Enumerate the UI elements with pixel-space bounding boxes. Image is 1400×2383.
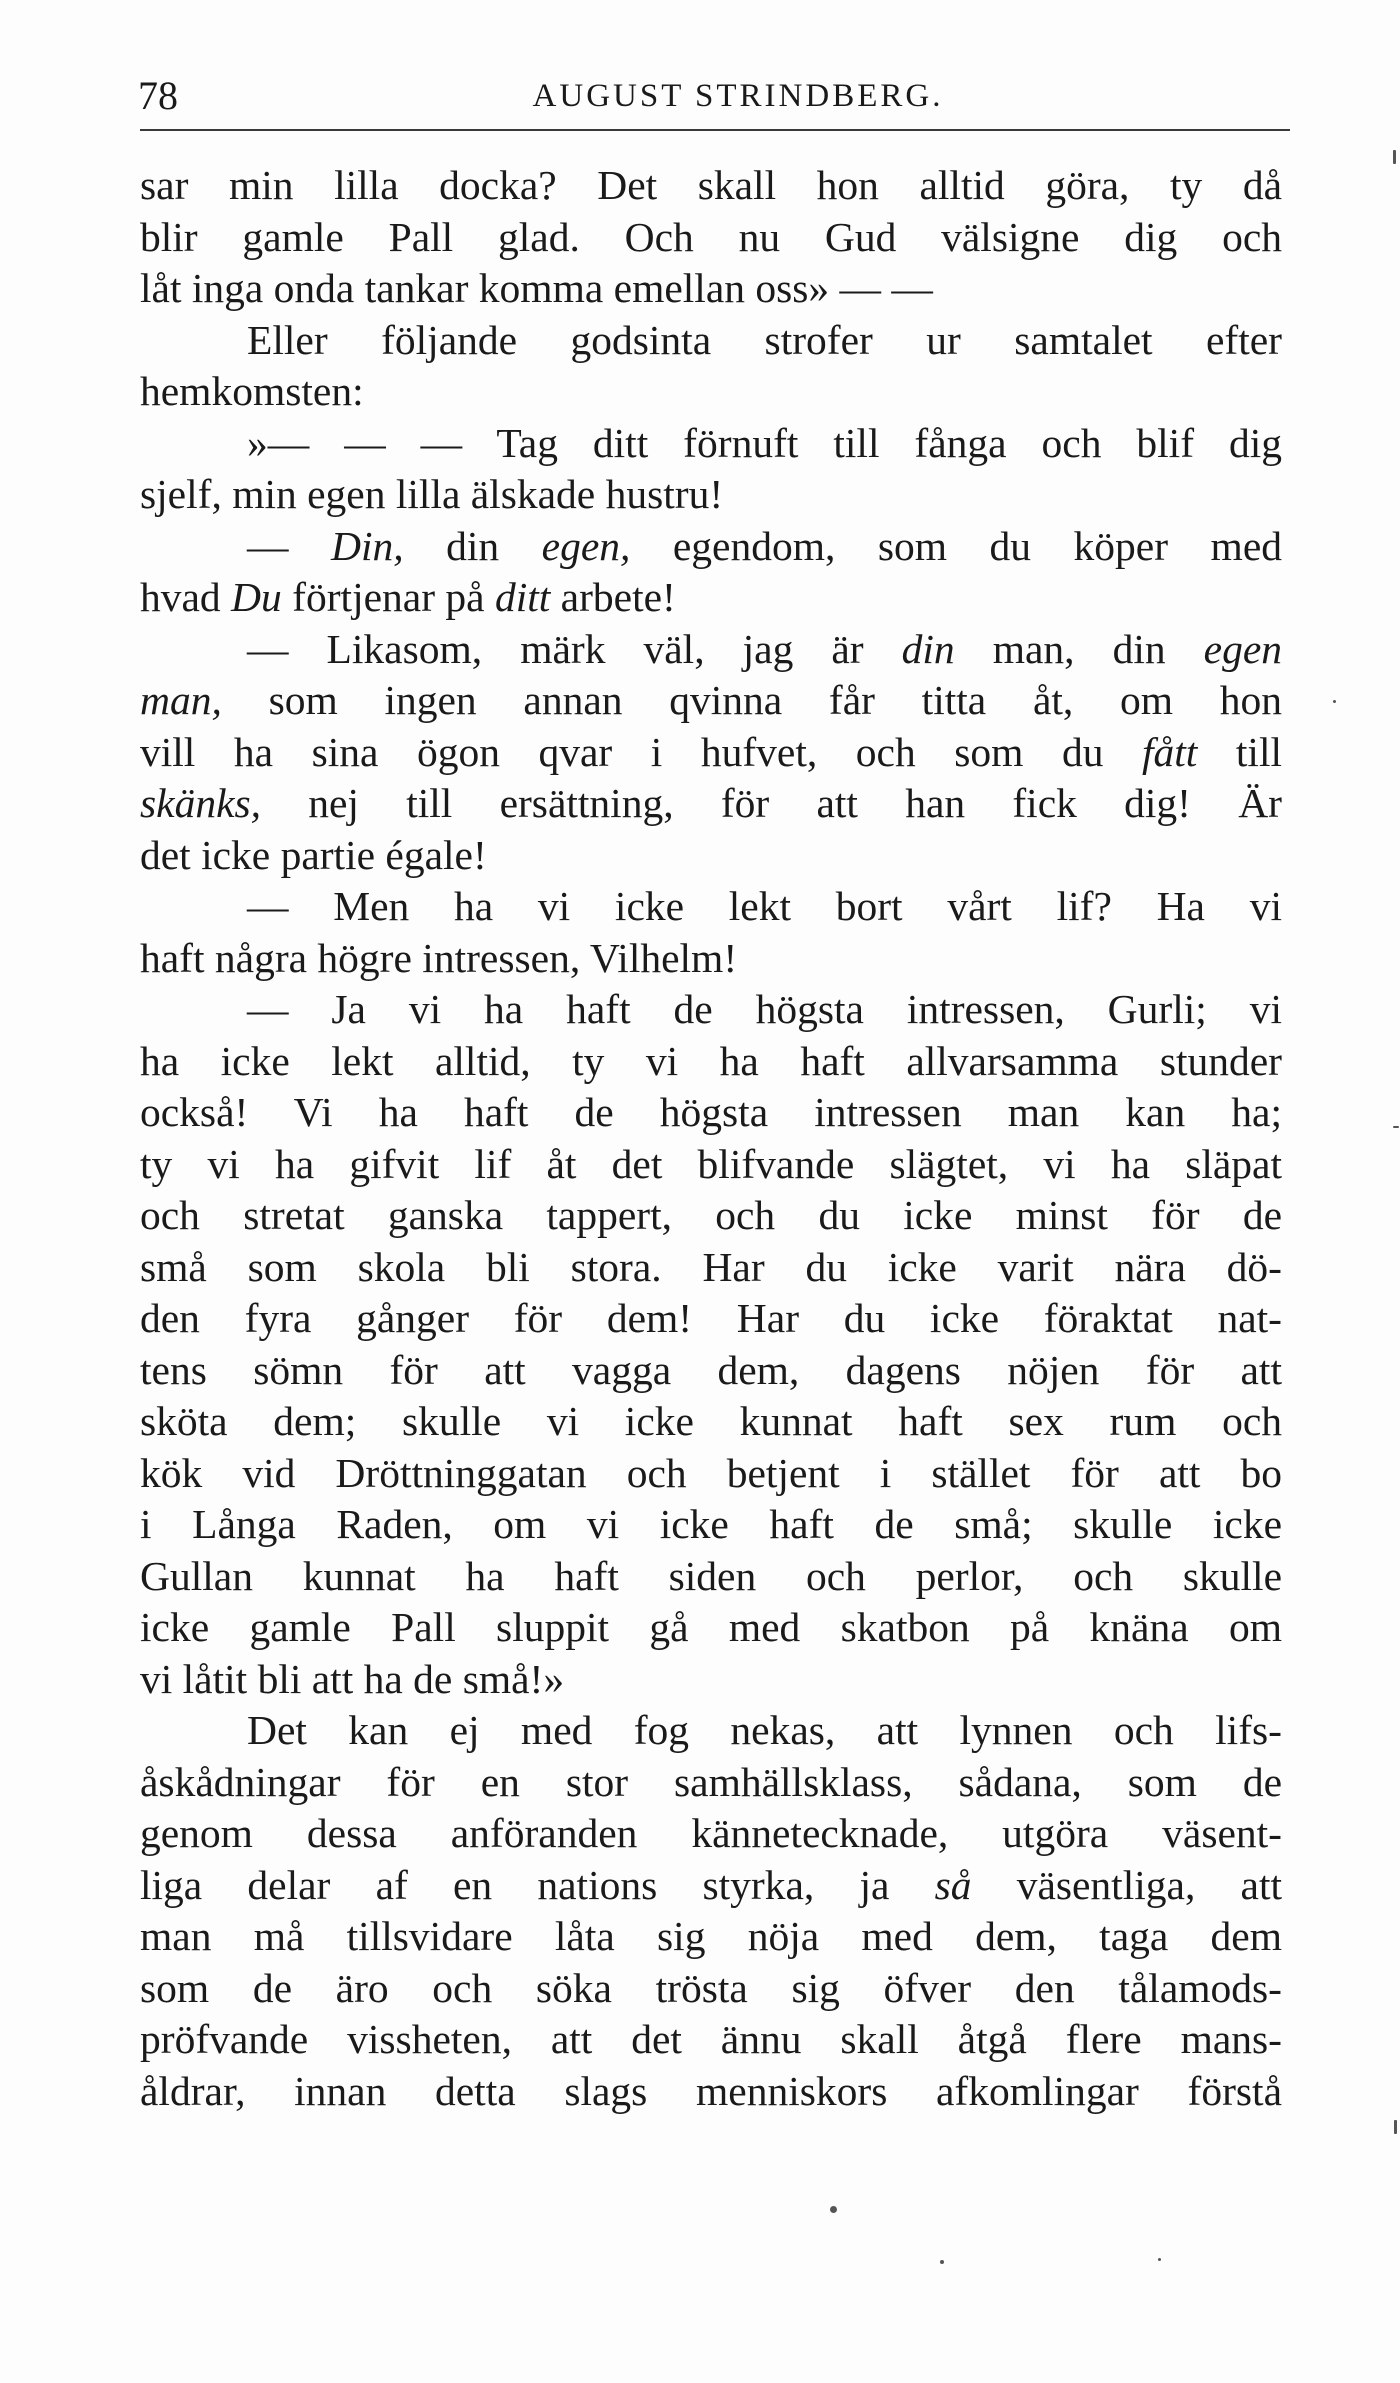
scan-speck <box>1333 700 1336 703</box>
scan-speck <box>1158 2258 1161 2261</box>
text-run: också! Vi ha haft de högsta intressen man kan ha; <box>140 1089 1282 1135</box>
text-line <box>140 2066 1282 2118</box>
text-line <box>140 469 1282 521</box>
text-line <box>140 1293 1282 1345</box>
text-run: »— — — Tag ditt förnuft till fånga och blif dig <box>247 419 1282 466</box>
text-run: vi låtit bli att ha de små!» <box>140 1655 565 1702</box>
text-line <box>140 418 1282 470</box>
text-line <box>140 1190 1282 1242</box>
text-line <box>140 366 1282 418</box>
text-line <box>140 675 1282 727</box>
text-line <box>140 263 1282 315</box>
text-line <box>140 1499 1282 1551</box>
text-run: nej till ersättning, för att han fick dig! Är <box>261 780 1282 826</box>
text-line <box>140 1705 1282 1757</box>
text-run: hvad <box>140 574 232 620</box>
text-line <box>140 1860 1282 1912</box>
italic-text: Din, <box>331 522 404 569</box>
scan-speck <box>1393 1126 1399 1128</box>
text-run: arbete! <box>550 574 676 620</box>
text-run: blir gamle Pall glad. Och nu Gud välsigne dig och <box>140 213 1282 260</box>
text-line <box>140 984 1282 1036</box>
italic-text: ditt <box>494 574 551 620</box>
text-line <box>140 160 1282 212</box>
text-line <box>140 1396 1282 1448</box>
italic-text: fått <box>1142 728 1198 775</box>
text-run: Eller följande godsinta strofer ur samtalet efter <box>247 316 1282 363</box>
text-run: hemkomsten: <box>140 368 364 414</box>
text-line <box>140 2014 1282 2066</box>
text-run: ty vi ha gifvit lif åt det blifvande slägtet, vi ha släpat <box>140 1140 1282 1187</box>
text-run: man må tillsvidare låta sig nöja med dem, taga dem <box>140 1913 1282 1959</box>
text-line <box>140 1963 1282 2015</box>
text-run: den fyra gånger för dem! Har du icke föraktat nat- <box>140 1295 1282 1341</box>
running-title: AUGUST STRINDBERG. <box>532 78 944 114</box>
text-run: kök vid Dröttninggatan och betjent i stället för att bo <box>140 1449 1282 1496</box>
text-run: genom dessa anföranden kännetecknade, utgöra väsent- <box>140 1810 1282 1856</box>
text-run: — <box>247 522 331 569</box>
scan-speck <box>1393 150 1396 164</box>
text-run: väsentliga, att <box>971 1861 1282 1908</box>
scan-speck <box>1394 2120 1397 2134</box>
body-text <box>140 160 1282 2117</box>
text-run: sköta dem; skulle vi icke kunnat haft sex rum och <box>140 1398 1282 1444</box>
text-run: åskådningar för en stor samhällsklass, sådana, som de <box>140 1758 1282 1805</box>
text-run: tens sömn för att vagga dem, dagens nöjen för att <box>140 1346 1282 1393</box>
text-line <box>140 1602 1282 1654</box>
text-line <box>140 212 1282 264</box>
italic-text: din <box>901 625 955 672</box>
text-run: förtjenar på <box>281 574 495 620</box>
text-run: vill ha sina ögon qvar i hufvet, och som du <box>140 728 1142 775</box>
scan-speck <box>830 2206 837 2213</box>
text-line <box>140 1911 1282 1963</box>
text-line <box>140 1087 1282 1139</box>
header-rule <box>140 129 1290 131</box>
italic-text: så <box>934 1861 972 1908</box>
italic-text: man, <box>140 677 222 723</box>
text-run: och stretat ganska tappert, och du icke minst för de <box>140 1192 1282 1238</box>
text-line <box>140 1551 1282 1603</box>
text-run: din <box>403 522 542 569</box>
italic-text: egen, <box>541 522 631 569</box>
page-header <box>138 66 1288 126</box>
text-run: som ingen annan qvinna får titta åt, om hon <box>221 677 1282 723</box>
text-line <box>140 1036 1282 1088</box>
text-run: sjelf, min egen lilla älskade hustru! <box>140 471 724 517</box>
text-line <box>140 624 1282 676</box>
text-line <box>140 1242 1282 1294</box>
text-run: — Men ha vi icke lekt bort vårt lif? Ha vi <box>247 883 1282 929</box>
text-run: åldrar, innan detta slags menniskors afkomlingar förstå <box>140 2067 1282 2114</box>
text-run: — Likasom, märk väl, jag är <box>247 625 902 672</box>
text-run: som de äro och söka trösta sig öfver den tålamods- <box>140 1964 1282 2011</box>
text-run: till <box>1197 728 1283 775</box>
text-line <box>140 572 1282 624</box>
text-run: Gullan kunnat ha haft siden och perlor, och skulle <box>140 1552 1282 1599</box>
text-run: små som skola bli stora. Har du icke varit nära dö- <box>140 1243 1282 1290</box>
text-run: — Ja vi ha haft de högsta intressen, Gurli; vi <box>247 986 1282 1032</box>
page-number: 78 <box>138 73 178 118</box>
text-line <box>140 1808 1282 1860</box>
text-line <box>140 315 1282 367</box>
text-run: låt inga onda tankar komma emellan oss» — — <box>140 265 933 311</box>
italic-text: Du <box>231 574 282 620</box>
text-line <box>140 830 1282 882</box>
text-line <box>140 881 1282 933</box>
text-run: liga delar af en nations styrka, ja <box>140 1861 935 1908</box>
text-run: Det kan ej med fog nekas, att lynnen och lifs- <box>247 1707 1282 1753</box>
text-run: pröfvande vissheten, att det ännu skall åtgå flere mans- <box>140 2016 1282 2062</box>
text-line <box>140 933 1282 985</box>
text-run: sar min lilla docka? Det skall hon alltid göra, ty då <box>140 162 1282 208</box>
text-run: man, din <box>954 625 1204 672</box>
text-line <box>140 1139 1282 1191</box>
text-line <box>140 521 1282 573</box>
text-line <box>140 1757 1282 1809</box>
italic-text: egen <box>1203 625 1282 672</box>
text-run: i Långa Raden, om vi icke haft de små; skulle icke <box>140 1501 1282 1547</box>
text-run: haft några högre intressen, Vilhelm! <box>140 934 738 981</box>
text-line <box>140 778 1282 830</box>
text-line <box>140 727 1282 779</box>
text-run: ha icke lekt alltid, ty vi ha haft allvarsamma stunder <box>140 1037 1282 1084</box>
text-line <box>140 1448 1282 1500</box>
scan-speck <box>940 2260 944 2264</box>
italic-text: skänks, <box>140 780 262 826</box>
text-run: det icke partie égale! <box>140 831 487 878</box>
text-run: egendom, som du köper med <box>630 522 1282 569</box>
text-line <box>140 1345 1282 1397</box>
text-line <box>140 1654 1282 1706</box>
text-run: icke gamle Pall sluppit gå med skatbon på knäna om <box>140 1604 1282 1650</box>
